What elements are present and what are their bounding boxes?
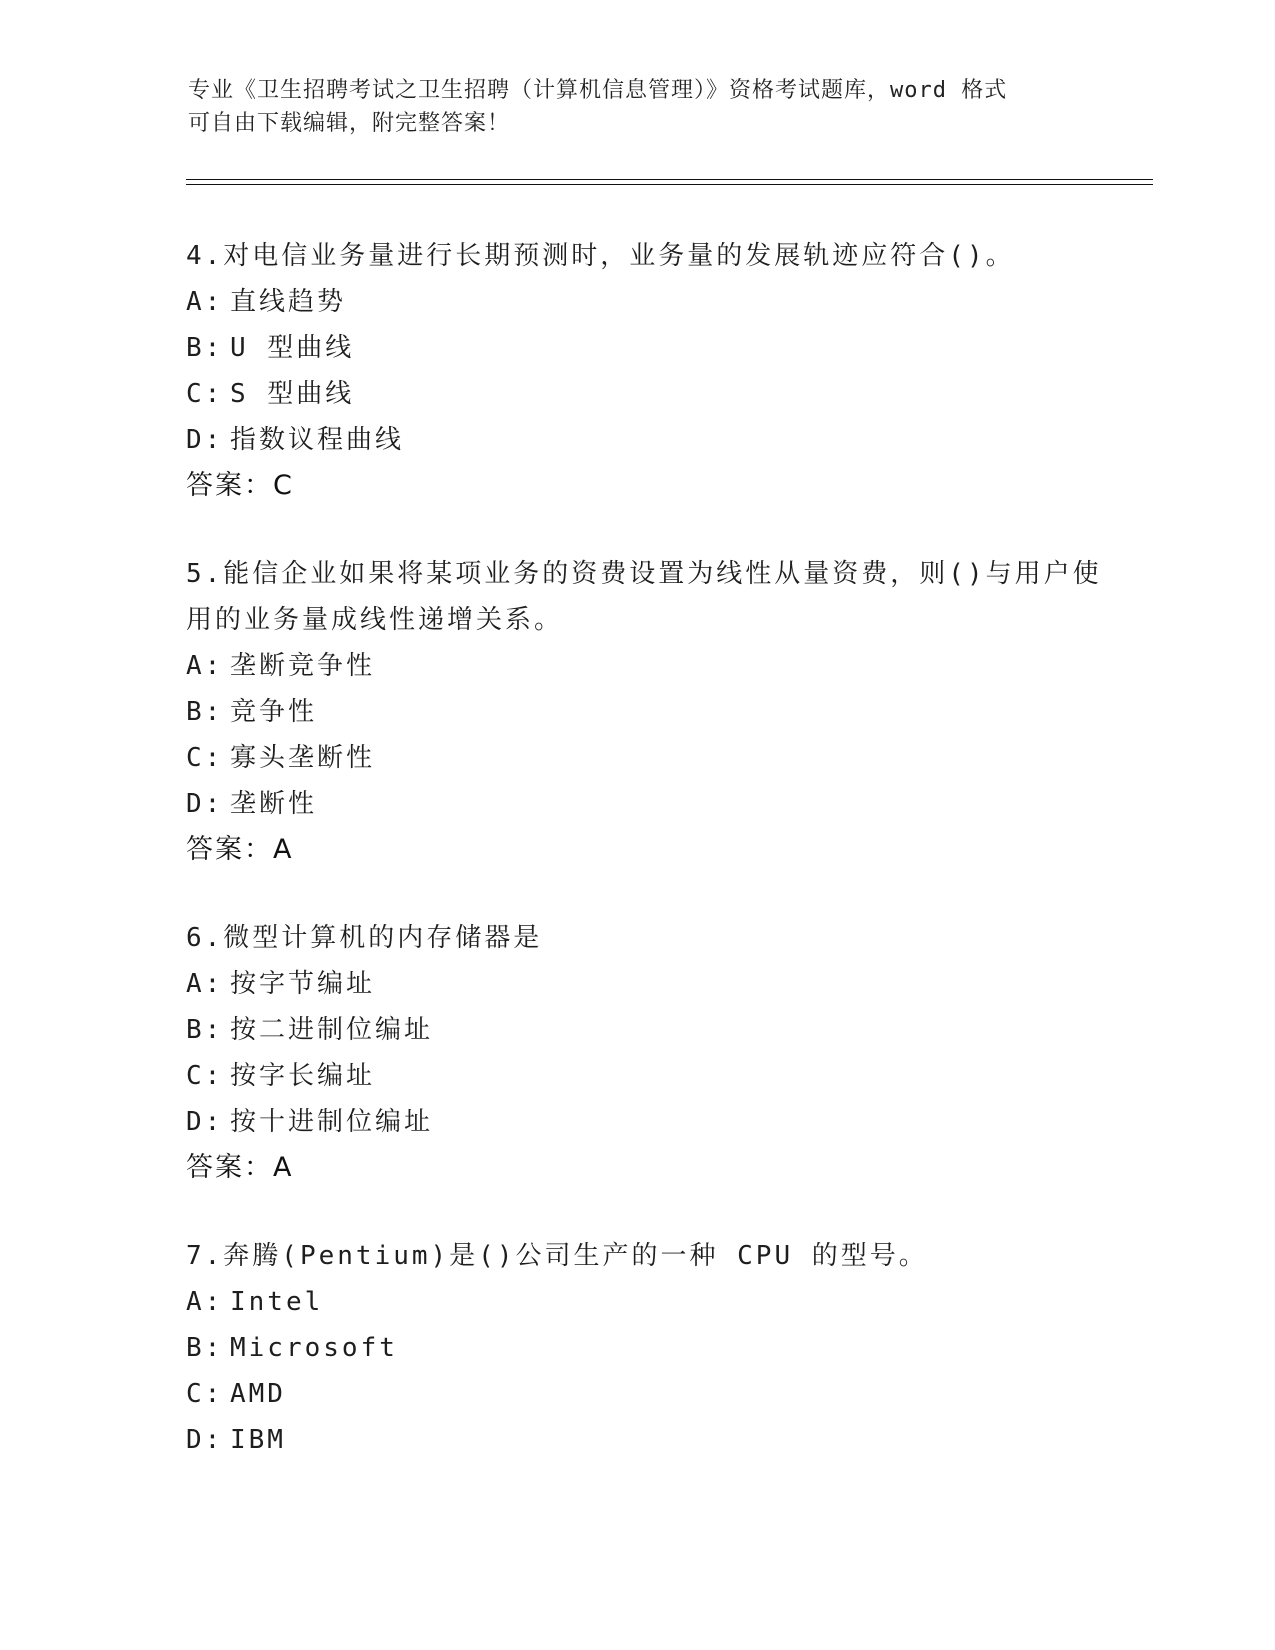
question-stem: 4.对电信业务量进行长期预测时，业务量的发展轨迹应符合()。	[186, 241, 1015, 271]
option-text: 垄断竞争性	[230, 651, 376, 681]
option-key: D:	[186, 789, 224, 819]
option-text: U 型曲线	[230, 333, 355, 363]
option-key: B:	[186, 333, 224, 363]
question-item	[186, 551, 1106, 873]
option-b	[186, 1007, 1106, 1053]
option-key: A:	[186, 287, 224, 317]
option-c	[186, 1371, 1106, 1417]
option-key: A:	[186, 969, 224, 999]
header-divider-top	[186, 179, 1153, 180]
question-item	[186, 233, 1106, 509]
option-a	[186, 279, 1106, 325]
question-stem: 7.奔腾(Pentium)是()公司生产的一种 CPU 的型号。	[186, 1241, 928, 1271]
option-d	[186, 1099, 1106, 1145]
option-a	[186, 961, 1106, 1007]
option-text: 垄断性	[230, 789, 318, 819]
question-stem: 5.能信企业如果将某项业务的资费设置为线性从量资费，则()与用户使用的业务量成线性递增关系。	[186, 559, 1102, 635]
option-d	[186, 417, 1106, 463]
option-key: C:	[186, 1379, 224, 1409]
option-text: AMD	[230, 1379, 286, 1409]
answer-line: 答案：A	[186, 834, 294, 865]
option-text: 寡头垄断性	[230, 743, 376, 773]
option-key: D:	[186, 1107, 224, 1137]
option-b	[186, 1325, 1106, 1371]
answer-line: 答案：A	[186, 1152, 294, 1183]
option-c	[186, 735, 1106, 781]
document-header	[188, 74, 1088, 140]
option-key: C:	[186, 1061, 224, 1091]
option-key: B:	[186, 1333, 224, 1363]
option-text: IBM	[230, 1425, 286, 1455]
option-key: B:	[186, 697, 224, 727]
option-text: 竞争性	[230, 697, 318, 727]
option-a	[186, 1279, 1106, 1325]
answer-line: 答案：C	[186, 470, 294, 501]
option-b	[186, 325, 1106, 371]
option-key: A:	[186, 1287, 224, 1317]
option-text: Microsoft	[230, 1333, 398, 1363]
option-text: 指数议程曲线	[230, 425, 405, 455]
option-text: 按字长编址	[230, 1061, 376, 1091]
option-d	[186, 781, 1106, 827]
option-text: 按二进制位编址	[230, 1015, 434, 1045]
option-b	[186, 689, 1106, 735]
option-d	[186, 1417, 1106, 1463]
header-line-1: 专业《卫生招聘考试之卫生招聘（计算机信息管理）》资格考试题库，word 格式	[188, 78, 1008, 103]
question-stem: 6.微型计算机的内存储器是	[186, 923, 543, 953]
option-text: 按十进制位编址	[230, 1107, 434, 1137]
question-list	[186, 233, 1106, 1505]
option-text: 直线趋势	[230, 287, 347, 317]
option-key: A:	[186, 651, 224, 681]
option-key: B:	[186, 1015, 224, 1045]
option-key: D:	[186, 425, 224, 455]
option-key: D:	[186, 1425, 224, 1455]
option-key: C:	[186, 379, 224, 409]
option-key: C:	[186, 743, 224, 773]
header-divider-bottom	[186, 184, 1153, 185]
option-c	[186, 1053, 1106, 1099]
option-c	[186, 371, 1106, 417]
option-text: S 型曲线	[230, 379, 355, 409]
option-text: 按字节编址	[230, 969, 376, 999]
question-item	[186, 915, 1106, 1191]
question-item	[186, 1233, 1106, 1463]
option-text: Intel	[230, 1287, 324, 1317]
header-line-2: 可自由下载编辑，附完整答案！	[188, 111, 511, 136]
option-a	[186, 643, 1106, 689]
